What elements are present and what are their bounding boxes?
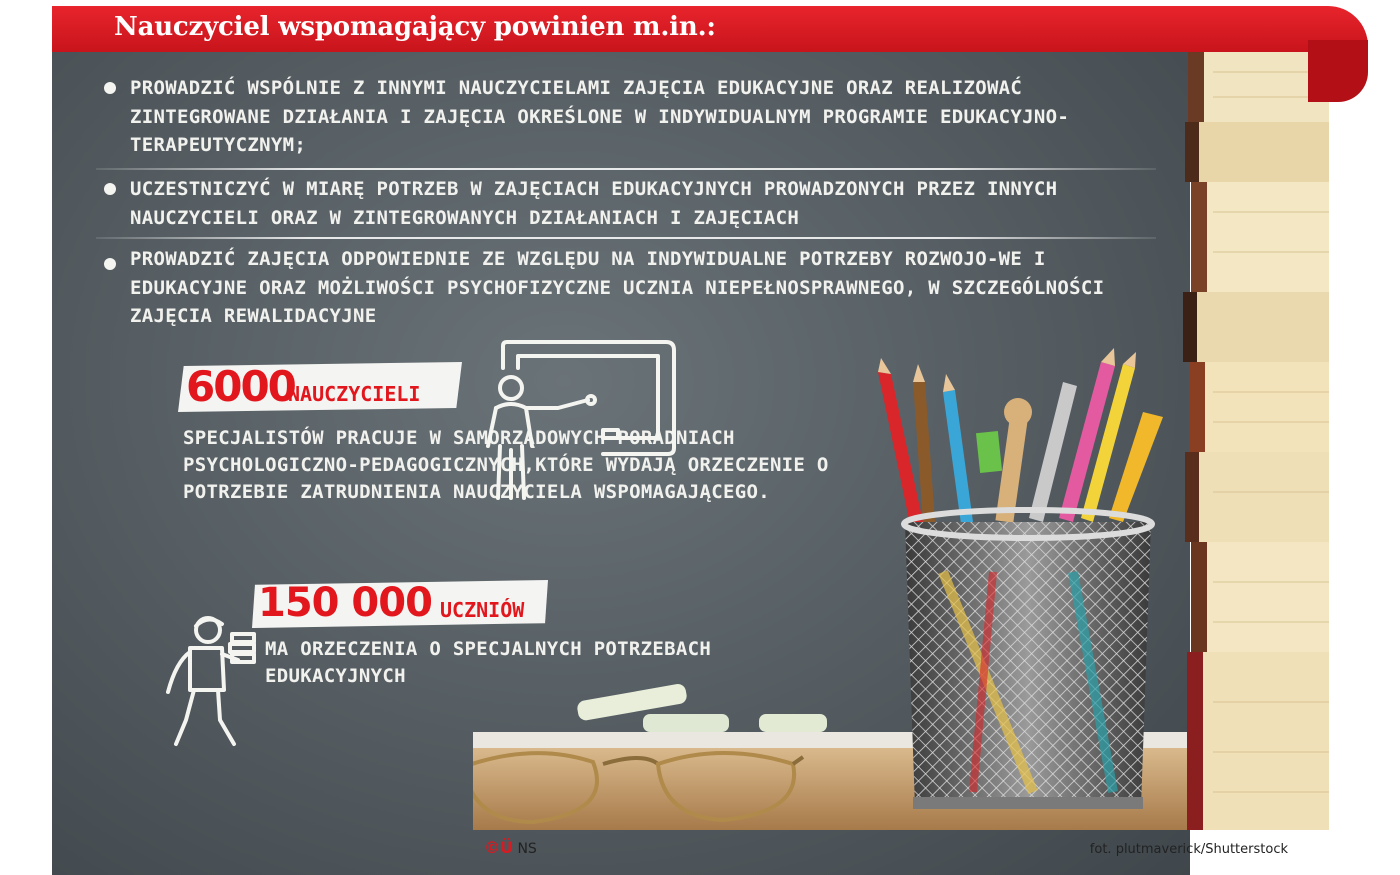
page-title: Nauczyciel wspomagający powinien m.in.:	[114, 12, 716, 42]
copyright-mark: ©Ü	[484, 838, 513, 857]
bullet-dot	[104, 183, 116, 195]
teacher-board-icon	[478, 338, 683, 502]
stat-label-students: UCZNIÓW	[440, 598, 525, 622]
stat-number-students: 150 000	[258, 580, 432, 626]
stat-desc-teachers: SPECJALISTÓW PRACUJE W SAMORZĄDOWYCH PORADNIACH PSYCHOLOGICZNO-PEDAGOGICZNYCH,KTÓRE WYDAJĄ ORZECZENIE O POTRZEBIE ZATRUDNIENIA NAUCZYCIELA WSPOMAGAJĄCEGO.	[183, 427, 829, 503]
bullet-dot	[104, 82, 116, 94]
stat-label-teachers: NAUCZYCIELI	[288, 382, 421, 406]
header-curl	[1308, 40, 1368, 102]
bullet-text-2: UCZESTNICZYĆ W MIARĘ POTRZEB W ZAJĘCIACH EDUKACYJNYCH PROWADZONYCH PRZEZ INNYCH NAUCZYCIELI ORAZ W ZINTEGROWANYCH DZIAŁANIACH I ZAJĘCIACH	[130, 178, 1058, 229]
credit-source: NS	[517, 841, 537, 857]
pencil-cup	[904, 510, 1152, 809]
photo-credit: fot. plutmaverick/Shutterstock	[1089, 842, 1288, 857]
separator-line	[96, 237, 1156, 239]
chalk-sticks	[576, 683, 827, 732]
stat-number-teachers: 6000	[186, 362, 295, 411]
student-books-icon	[160, 612, 260, 752]
bullet-text-3: PROWADZIĆ ZAJĘCIA ODPOWIEDNIE ZE WZGLĘDU NA INDYWIDUALNE POTRZEBY ROZWOJO-WE I EDUKACYJNE ORAZ MOŻLIWOŚCI PSYCHOFIZYCZNE UCZNIA NIEPEŁNOSPRAWNEGO, W SZCZEGÓLNOŚCI ZAJĘCIA REWALIDACYJNE	[130, 248, 1105, 327]
pencils	[878, 348, 1163, 524]
credit-left	[484, 838, 537, 857]
bullet-dot	[104, 258, 116, 270]
book-stack	[1183, 52, 1329, 830]
bullet-text-1: PROWADZIĆ WSPÓLNIE Z INNYMI NAUCZYCIELAMI ZAJĘCIA EDUKACYJNE ORAZ REALIZOWAĆ ZINTEGROWANE DZIAŁANIA I ZAJĘCIA OKREŚLONE W INDYWIDUALNYM PROGRAMIE EDUKACYJNO-TERAPEUTYCZNYM;	[130, 77, 1070, 156]
separator-line	[96, 168, 1156, 170]
stat-desc-students: MA ORZECZENIA O SPECJALNYCH POTRZEBACH EDUKACYJNYCH	[265, 638, 712, 687]
